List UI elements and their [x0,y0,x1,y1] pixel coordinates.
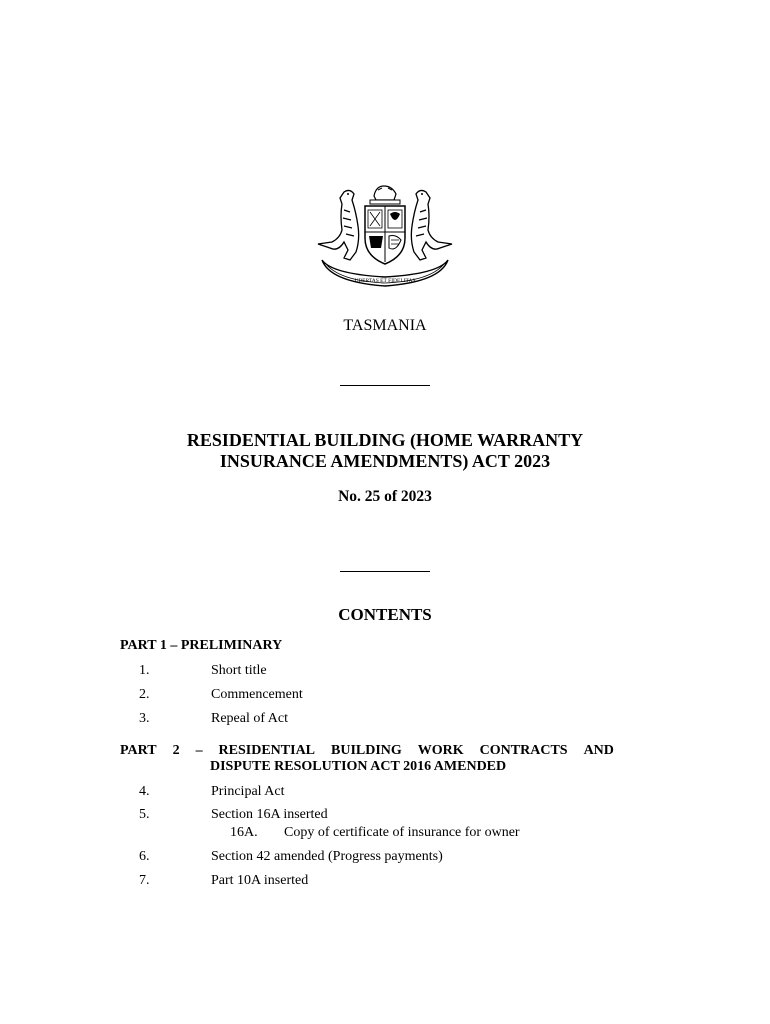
section-link-commencement[interactable]: Commencement [211,687,303,702]
jurisdiction-label: TASMANIA [343,317,427,334]
section-number: 1. [139,663,150,678]
part-2-heading-word: 2 [172,743,180,758]
section-number: 5. [139,807,150,822]
part-2-heading-word: WORK [417,743,464,758]
section-link-section-16a-inserted[interactable]: Section 16A inserted [211,807,328,822]
divider-rule [340,571,430,572]
part-2-heading-word: RESIDENTIAL [218,743,316,758]
section-number: 7. [139,873,150,888]
contents-heading: CONTENTS [338,605,432,624]
divider-rule [340,385,430,386]
section-link-short-title[interactable]: Short title [211,663,267,678]
crest-motto: UBERTAS ET FIDELITAS [354,278,416,284]
section-number: 3. [139,711,150,726]
part-2-heading-word: CONTRACTS [479,743,568,758]
part-2-heading-word: BUILDING [331,743,402,758]
act-number: No. 25 of 2023 [338,488,432,505]
section-number: 6. [139,849,150,864]
act-title-line-2: INSURANCE AMENDMENTS) ACT 2023 [219,451,551,471]
act-title-line-1: RESIDENTIAL BUILDING (HOME WARRANTY [186,430,584,450]
part-2-heading-word: PART [120,743,157,758]
act-title [0,430,770,472]
section-link-part-10a-inserted[interactable]: Part 10A inserted [211,873,309,888]
part-2-heading[interactable] [120,743,614,775]
part-1-heading[interactable]: PART 1 – PRELIMINARY [120,638,283,653]
section-number: 4. [139,784,150,799]
section-number: 2. [139,687,150,702]
section-link-section-42-amended[interactable]: Section 42 amended (Progress payments) [211,849,443,864]
part-2-heading-line-2: DISPUTE RESOLUTION ACT 2016 AMENDED [210,759,507,774]
subsection-number: 16A. [230,825,258,840]
tasmania-coat-of-arms-crest [310,182,460,290]
subsection-link-copy-of-certificate[interactable]: Copy of certificate of insurance for owner [284,825,520,840]
part-2-heading-word: – [195,743,203,758]
part-2-heading-word: AND [583,743,614,758]
section-link-repeal-of-act[interactable]: Repeal of Act [211,711,288,726]
section-link-principal-act[interactable]: Principal Act [211,784,285,799]
